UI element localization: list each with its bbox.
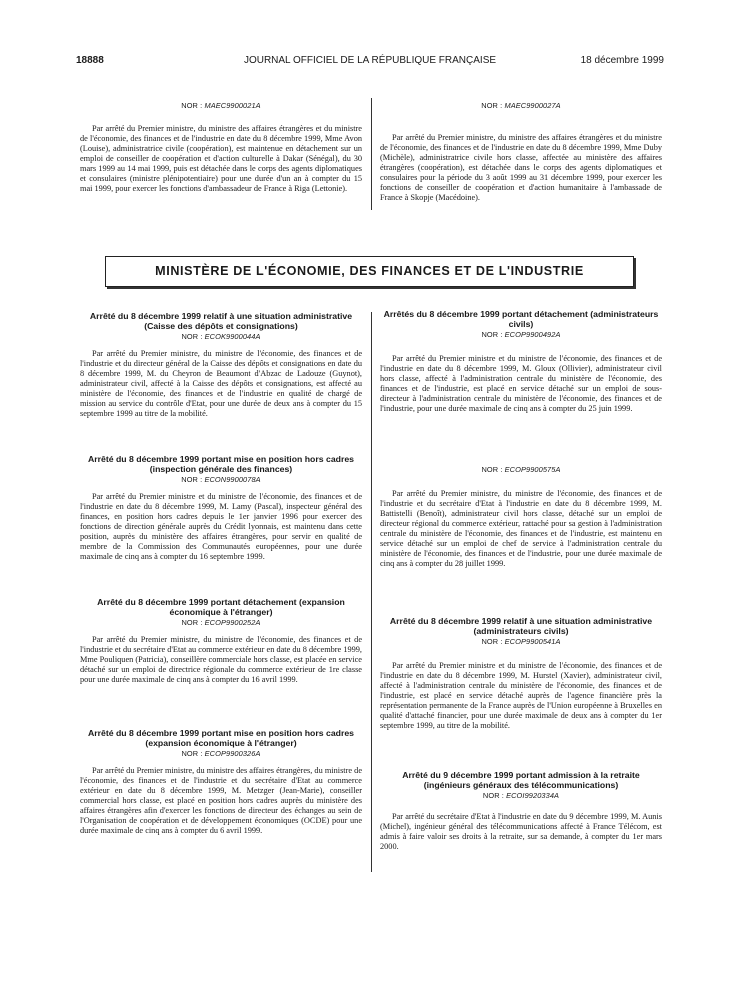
section-title: Arrêté du 8 décembre 1999 portant détachement (expansion économique à l'étranger) [97,597,345,617]
notice-text: Par arrêté du Premier ministre, du ministre des affaires étrangères et du ministre de l'économie, des finances et de l'industrie en date du 8 décembre 1999, Mme Duby (Michèle), administratrice civile hors classe, affectée au ministère des affaires étrangères (coopération), est détachée dans le corps des agents diplomatiques et consulaires pour la période du 3 août 1999 au 31 décembre 1999, pour exercer les fonctions de conseiller de coopération et d'action humanitaire à l'ambassade de France à Skopje (Macédoine). [380,133,662,202]
section-inspection-finances [80,454,362,562]
section-text: Par arrêté du Premier ministre et du ministre de l'économie, des finances et de l'industrie en date du 8 décembre 1999, M. Hurstel (Xavier), administrateur civil, affecté à l'administration centrale du ministère de l'économie, des finances et de l'industrie, est placé en service détaché auprès de l'agence financière près la représentation permanente de la France auprès de l'Union européenne à Bruxelles en qualité d'attaché financier, pour une durée maximale de deux ans à compter du 1er septembre 1999, au titre de la mobilité. [380,661,662,730]
section-text: Par arrêté du secrétaire d'Etat à l'industrie en date du 9 décembre 1999, M. Aunis (Michel), ingénieur général des télécommunications affecté à France Télécom, est admis à faire valoir ses droits à la retraite, sur sa demande, à compter du 1er mars 2000. [380,812,662,851]
section-text: Par arrêté du Premier ministre, du ministre de l'économie, des finances et de l'industrie et du directeur général de la Caisse des dépôts et consignations en date du 8 décembre 1999, M. du Cheyron de Beaumont d'Abzac de Ladouze (Guynot), administrateur civil, affecté à la Caisse des dépôts et consignations, est affecté au ministère de l'économie, des finances et de l'industrie en qualité de chargé de mission au service du contrôle d'Etat, pour une durée de deux ans à compter du 15 septembre 1999 au titre de la mobilité. [80,349,362,418]
notice-top-right [380,100,662,203]
journal-title: JOURNAL OFFICIEL DE LA RÉPUBLIQUE FRANÇAISE [243,55,497,66]
section-text: Par arrêté du Premier ministre et du ministre de l'économie, des finances et de l'industrie en date du 8 décembre 1999, M. Lamy (Pascal), inspecteur général des finances, en position hors cadres depuis le 1er janvier 1996 pour exercer des fonctions de direction générale auprès du Crédit lyonnais, est maintenu dans cette position, auprès du ministère des affaires étrangères, pour servir en qualité de membre de la Commission des Communautés européennes, pour une durée maximale de cinq ans à compter du 16 septembre 1999. [80,492,362,561]
ministry-banner [105,256,634,287]
section-text: Par arrêté du Premier ministre, du ministre des affaires étrangères, du ministre de l'économie, des finances et de l'industrie et du secrétaire d'Etat au commerce extérieur en date du 8 décembre 1999, M. Metzger (Jean-Marie), conseiller commercial hors classe, est placé en position hors cadres auprès du ministère des affaires étrangères afin d'exercer les fonctions de directeur des échanges au sein de l'Organisation de coopération et de développement économiques (OCDE) pour une durée maximale de cinq ans à compter du 6 avril 1999. [80,766,362,835]
section-title: Arrêtés du 8 décembre 1999 portant détachement (administrateurs civils) [383,309,659,329]
nor-reference: NOR : ECOP9900575A [481,465,561,474]
section-title: Arrêté du 8 décembre 1999 portant mise en position hors cadres (expansion économique à l'étranger) [87,728,355,748]
nor-reference: NOR : ECOP9900252A [181,618,261,627]
section-text: Par arrêté du Premier ministre et du ministre de l'économie, des finances et de l'industrie en date du 8 décembre 1999, M. Gloux (Ollivier), administrateur civil hors classe, affecté à l'administration centrale du ministère de l'économie, des finances et de l'industrie, est placé en service détaché sur un emploi de sous-directeur à l'administration centrale du ministère de l'économie, des finances et de l'industrie, pour une durée maximale de cinq ans à compter du 25 juin 1999. [380,354,662,413]
section-expansion-hors-cadres [80,728,362,836]
nor-reference: NOR : ECOP9900492A [481,330,561,339]
nor-reference: NOR : MAEC9900027A [481,101,561,110]
notice-top-left [80,100,362,194]
section-title: Arrêté du 8 décembre 1999 portant mise en position hors cadres (inspection générale des finances) [87,454,355,474]
section-text: Par arrêté du Premier ministre, du ministre de l'économie, des finances et de l'industrie et du secrétaire d'Etat au commerce extérieur en date du 8 décembre 1999, Mme Pouliquen (Patricia), conseillère commerciale hors classe, est placée en service détaché sur un emploi de directrice régionale du commerce extérieur de 1re classe pour une durée maximale de cinq ans à compter du 16 avril 1999. [80,635,362,684]
section-expansion-detachement [80,597,362,685]
section-title: Arrêté du 9 décembre 1999 portant admission à la retraite (ingénieurs généraux des télécommunications) [402,770,640,790]
section-text: Par arrêté du Premier ministre, du ministre de l'économie, des finances et de l'industrie et du secrétaire d'Etat à l'industrie en date du 8 décembre 1999, M. Battistelli (Benoît), administrateur civil hors classe, détaché sur un emploi de directeur régional du commerce extérieur, rattaché pour sa gestion à l'administration centrale du ministère de l'économie, des finances et de l'industrie, est maintenu en service détaché sur un emploi de chef de service à l'administration centrale du ministère de l'économie, des finances et de l'industrie, pour une durée maximale de cinq ans à compter du 28 juillet 1999. [380,489,662,568]
section-title: Arrêté du 8 décembre 1999 relatif à une situation administrative (Caisse des dépôts et consignations) [89,311,353,331]
section-battistelli [380,464,662,569]
notice-text: Par arrêté du Premier ministre, du ministre des affaires étrangères et du ministre de l'économie, des finances et de l'industrie en date du 8 décembre 1999, Mme Avon (Louise), administratrice civile (coopération), est maintenue en détachement sur un emploi de conseiller de coopération et d'action culturelle à Dakar (Sénégal), du 30 mars 1999 au 14 mai 1999, puis est détachée dans le corps des agents diplomatiques et consulaires (ministre plénipotentiaire) pour une durée d'un an à compter du 15 mai 1999, pour exercer les fonctions d'ambassadeur de France à Riga (Lettonie). [80,124,362,193]
nor-reference: NOR : ECOK9900044A [181,332,261,341]
column-divider [371,312,372,872]
page-header [76,55,664,69]
section-administrateurs-detachement [380,309,662,414]
nor-reference: NOR : ECOP9900326A [181,749,261,758]
nor-reference: NOR : ECON9900078A [181,475,261,484]
ministry-title: MINISTÈRE DE L'ÉCONOMIE, DES FINANCES ET DE L'INDUSTRIE [155,264,584,278]
nor-reference: NOR : ECOP9900541A [481,637,561,646]
nor-reference: NOR : MAEC9900021A [181,101,261,110]
nor-reference: NOR : ECOI9920334A [482,791,560,800]
column-divider [371,98,372,210]
page-number: 18888 [76,55,104,66]
section-administrateurs-situation [380,616,662,731]
issue-date: 18 décembre 1999 [580,55,664,66]
section-title: Arrêté du 8 décembre 1999 relatif à une situation administrative (administrateurs civils) [389,616,653,636]
section-retraite [380,770,662,852]
section-caisse-depots [80,311,362,419]
